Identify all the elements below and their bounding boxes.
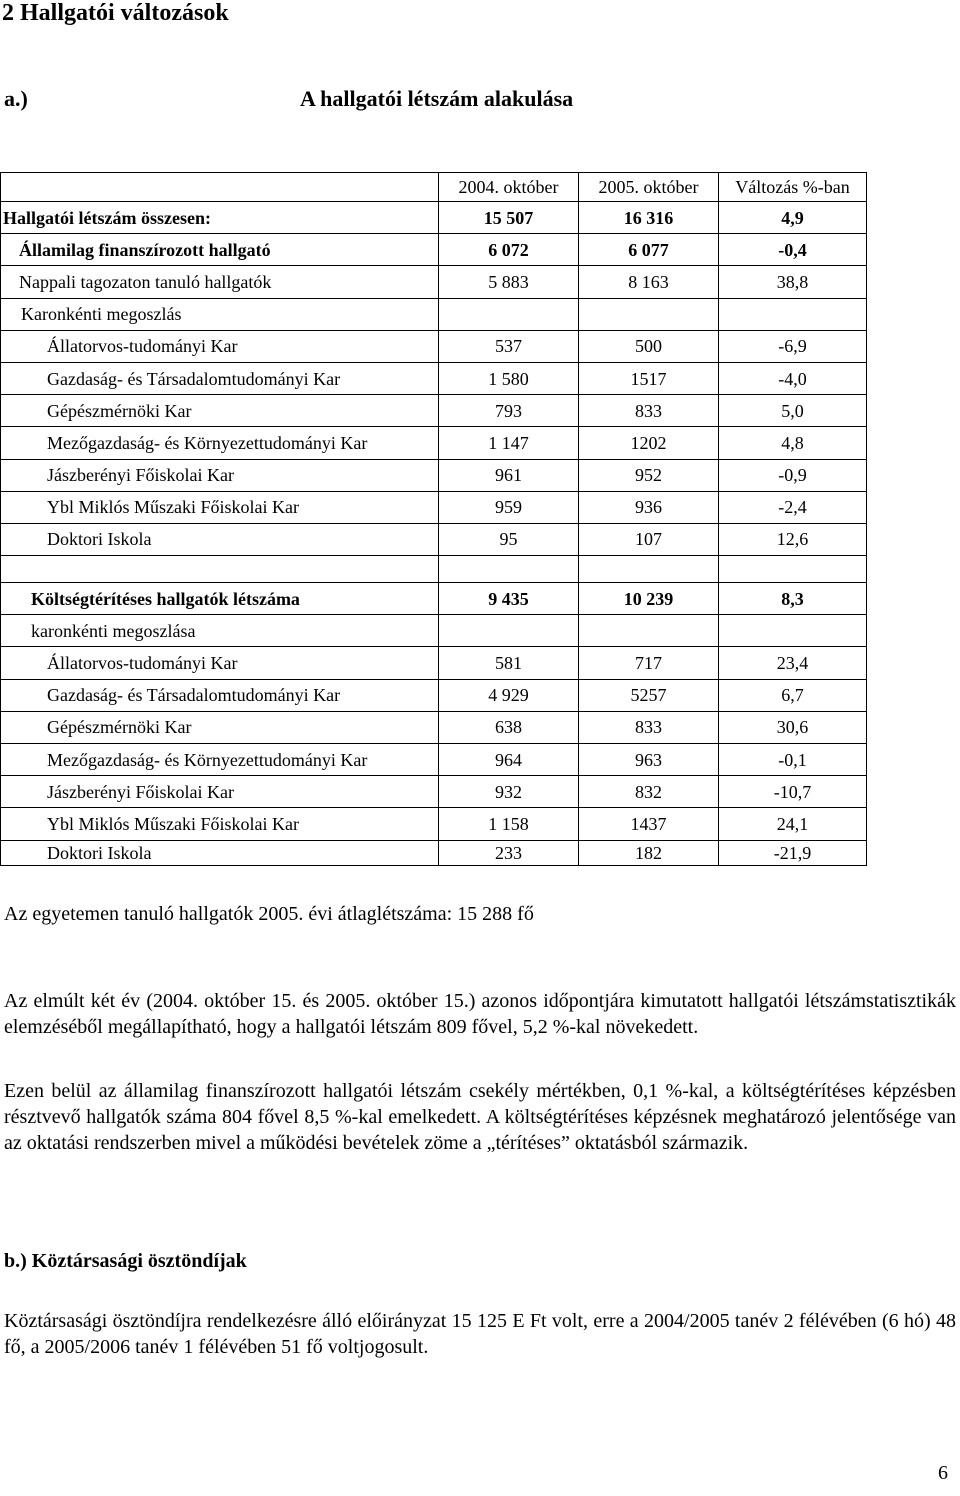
table-cell: 4,8 [719, 427, 867, 459]
table-row [1, 202, 867, 234]
table-cell [719, 298, 867, 330]
table-cell: 9 435 [439, 583, 579, 615]
table-cell: 832 [579, 776, 719, 808]
row-label: Gépészmérnöki Kar [1, 395, 439, 427]
table-cell: 6,7 [719, 679, 867, 711]
table-cell: 833 [579, 395, 719, 427]
table-cell [439, 615, 579, 647]
table-cell: -10,7 [719, 776, 867, 808]
table-row [1, 615, 867, 647]
table-cell: -0,1 [719, 744, 867, 776]
table-cell: 537 [439, 330, 579, 362]
table-cell: 638 [439, 711, 579, 743]
table-cell: 233 [439, 840, 579, 865]
table-cell [719, 556, 867, 583]
table-row [1, 647, 867, 679]
table-cell: 959 [439, 491, 579, 523]
row-label: Mezőgazdaság- és Környezettudományi Kar [1, 744, 439, 776]
table-cell [439, 556, 579, 583]
table-cell: -0,4 [719, 234, 867, 266]
table-row [1, 808, 867, 840]
table-cell: 107 [579, 523, 719, 555]
row-label: Karonkénti megoszlás [1, 298, 439, 330]
row-label: Állatorvos-tudományi Kar [1, 647, 439, 679]
table-cell: 964 [439, 744, 579, 776]
table-cell: 1 580 [439, 362, 579, 394]
table-cell: 4,9 [719, 202, 867, 234]
page-heading: 2 Hallgatói változások [2, 0, 229, 26]
section-b-title: b.) Köztársasági ösztöndíjak [4, 1250, 247, 1272]
table-cell: 1202 [579, 427, 719, 459]
table-header-cell: Változás %-ban [719, 173, 867, 202]
row-label: Államilag finanszírozott hallgató [1, 234, 439, 266]
row-label: Ybl Miklós Műszaki Főiskolai Kar [1, 491, 439, 523]
row-label: Állatorvos-tudományi Kar [1, 330, 439, 362]
table-row [1, 298, 867, 330]
table-cell: 932 [439, 776, 579, 808]
row-label: Gépészmérnöki Kar [1, 711, 439, 743]
table-row [1, 583, 867, 615]
average-enrollment-summary: Az egyetemen tanuló hallgatók 2005. évi átlaglétszáma: 15 288 fő [4, 903, 534, 925]
row-label: Gazdaság- és Társadalomtudományi Kar [1, 679, 439, 711]
analysis-paragraph: Az elmúlt két év (2004. október 15. és 2005. október 15.) azonos időpontjára kimutatott hallgatói létszámstatisztikák elemzéséből megállapítható, hogy a hallgatói létszám 809 fővel, 5,2 %-kal növekedett. [4, 990, 956, 1038]
row-label: Doktori Iskola [1, 523, 439, 555]
table-cell: 1437 [579, 808, 719, 840]
table-row [1, 840, 867, 865]
table-cell: 963 [579, 744, 719, 776]
table-cell: 1 158 [439, 808, 579, 840]
table-cell: 10 239 [579, 583, 719, 615]
table-row [1, 395, 867, 427]
table-cell: 15 507 [439, 202, 579, 234]
table-cell [579, 298, 719, 330]
table-header-cell: 2005. október [579, 173, 719, 202]
table-cell: 952 [579, 459, 719, 491]
scholarship-paragraph: Köztársasági ösztöndíjra rendelkezésre álló előirányzat 15 125 E Ft volt, erre a 2004/2005 tanév 2 félévében (6 hó) 48 fő, a 2005/2006 tanév 1 félévében 51 fő voltjogosult. [4, 1310, 956, 1358]
table-cell: 6 077 [579, 234, 719, 266]
row-label: karonkénti megoszlása [1, 615, 439, 647]
table-cell: 961 [439, 459, 579, 491]
analysis-paragraph: Ezen belül az államilag finanszírozott hallgatói létszám csekély mértékben, 0,1 %-kal, a költségtérítéses képzésben résztvevő hallgatók száma 804 fővel 8,5 %-kal emelkedett. A költségtérítéses képzésnek meghatározó jelentősége van az oktatási rendszerben mivel a működési bevételek zöme a „térítéses” oktatásból származik. [4, 1080, 956, 1154]
row-label: Költségtérítéses hallgatók létszáma [1, 583, 439, 615]
table-cell: 182 [579, 840, 719, 865]
table-cell: 1517 [579, 362, 719, 394]
table-cell: 581 [439, 647, 579, 679]
table-cell: 24,1 [719, 808, 867, 840]
table-cell: -6,9 [719, 330, 867, 362]
table-cell: 8 163 [579, 266, 719, 298]
table-cell: -21,9 [719, 840, 867, 865]
table-row [1, 523, 867, 555]
table-cell: 4 929 [439, 679, 579, 711]
table-cell: 38,8 [719, 266, 867, 298]
table-cell: 936 [579, 491, 719, 523]
row-label: Mezőgazdaság- és Környezettudományi Kar [1, 427, 439, 459]
row-label: Gazdaság- és Társadalomtudományi Kar [1, 362, 439, 394]
table-cell: 95 [439, 523, 579, 555]
table-cell [579, 615, 719, 647]
table-cell: -4,0 [719, 362, 867, 394]
table-cell: 833 [579, 711, 719, 743]
row-label: Doktori Iskola [1, 840, 439, 865]
row-label: Nappali tagozaton tanuló hallgatók [1, 266, 439, 298]
table-row [1, 679, 867, 711]
table-cell: 1 147 [439, 427, 579, 459]
table-header-cell [1, 173, 439, 202]
table-cell: 793 [439, 395, 579, 427]
table-header-row [1, 173, 867, 202]
table-cell [1, 556, 439, 583]
section-a-label: a.) [4, 86, 28, 111]
table-row [1, 362, 867, 394]
enrollment-table [0, 172, 867, 866]
table-cell: 5257 [579, 679, 719, 711]
table-cell: 8,3 [719, 583, 867, 615]
table-row [1, 459, 867, 491]
page-number: 6 [938, 1462, 948, 1484]
row-label: Jászberényi Főiskolai Kar [1, 776, 439, 808]
table-cell: -2,4 [719, 491, 867, 523]
table-cell [579, 556, 719, 583]
table-cell: 12,6 [719, 523, 867, 555]
row-label: Jászberényi Főiskolai Kar [1, 459, 439, 491]
table-cell: 500 [579, 330, 719, 362]
table-cell: -0,9 [719, 459, 867, 491]
table-cell: 5,0 [719, 395, 867, 427]
table-cell [719, 615, 867, 647]
table-row [1, 234, 867, 266]
table-cell: 23,4 [719, 647, 867, 679]
row-label: Hallgatói létszám összesen: [1, 202, 439, 234]
table-row [1, 744, 867, 776]
table-cell [439, 298, 579, 330]
table-cell: 717 [579, 647, 719, 679]
table-cell: 16 316 [579, 202, 719, 234]
table-spacer-row [1, 556, 867, 583]
table-cell: 5 883 [439, 266, 579, 298]
table-cell: 6 072 [439, 234, 579, 266]
table-row [1, 266, 867, 298]
table-row [1, 491, 867, 523]
table-header-cell: 2004. október [439, 173, 579, 202]
row-label: Ybl Miklós Műszaki Főiskolai Kar [1, 808, 439, 840]
table-row [1, 711, 867, 743]
table-row [1, 330, 867, 362]
table-row [1, 427, 867, 459]
table-cell: 30,6 [719, 711, 867, 743]
table-row [1, 776, 867, 808]
section-a-title: A hallgatói létszám alakulása [300, 86, 574, 111]
